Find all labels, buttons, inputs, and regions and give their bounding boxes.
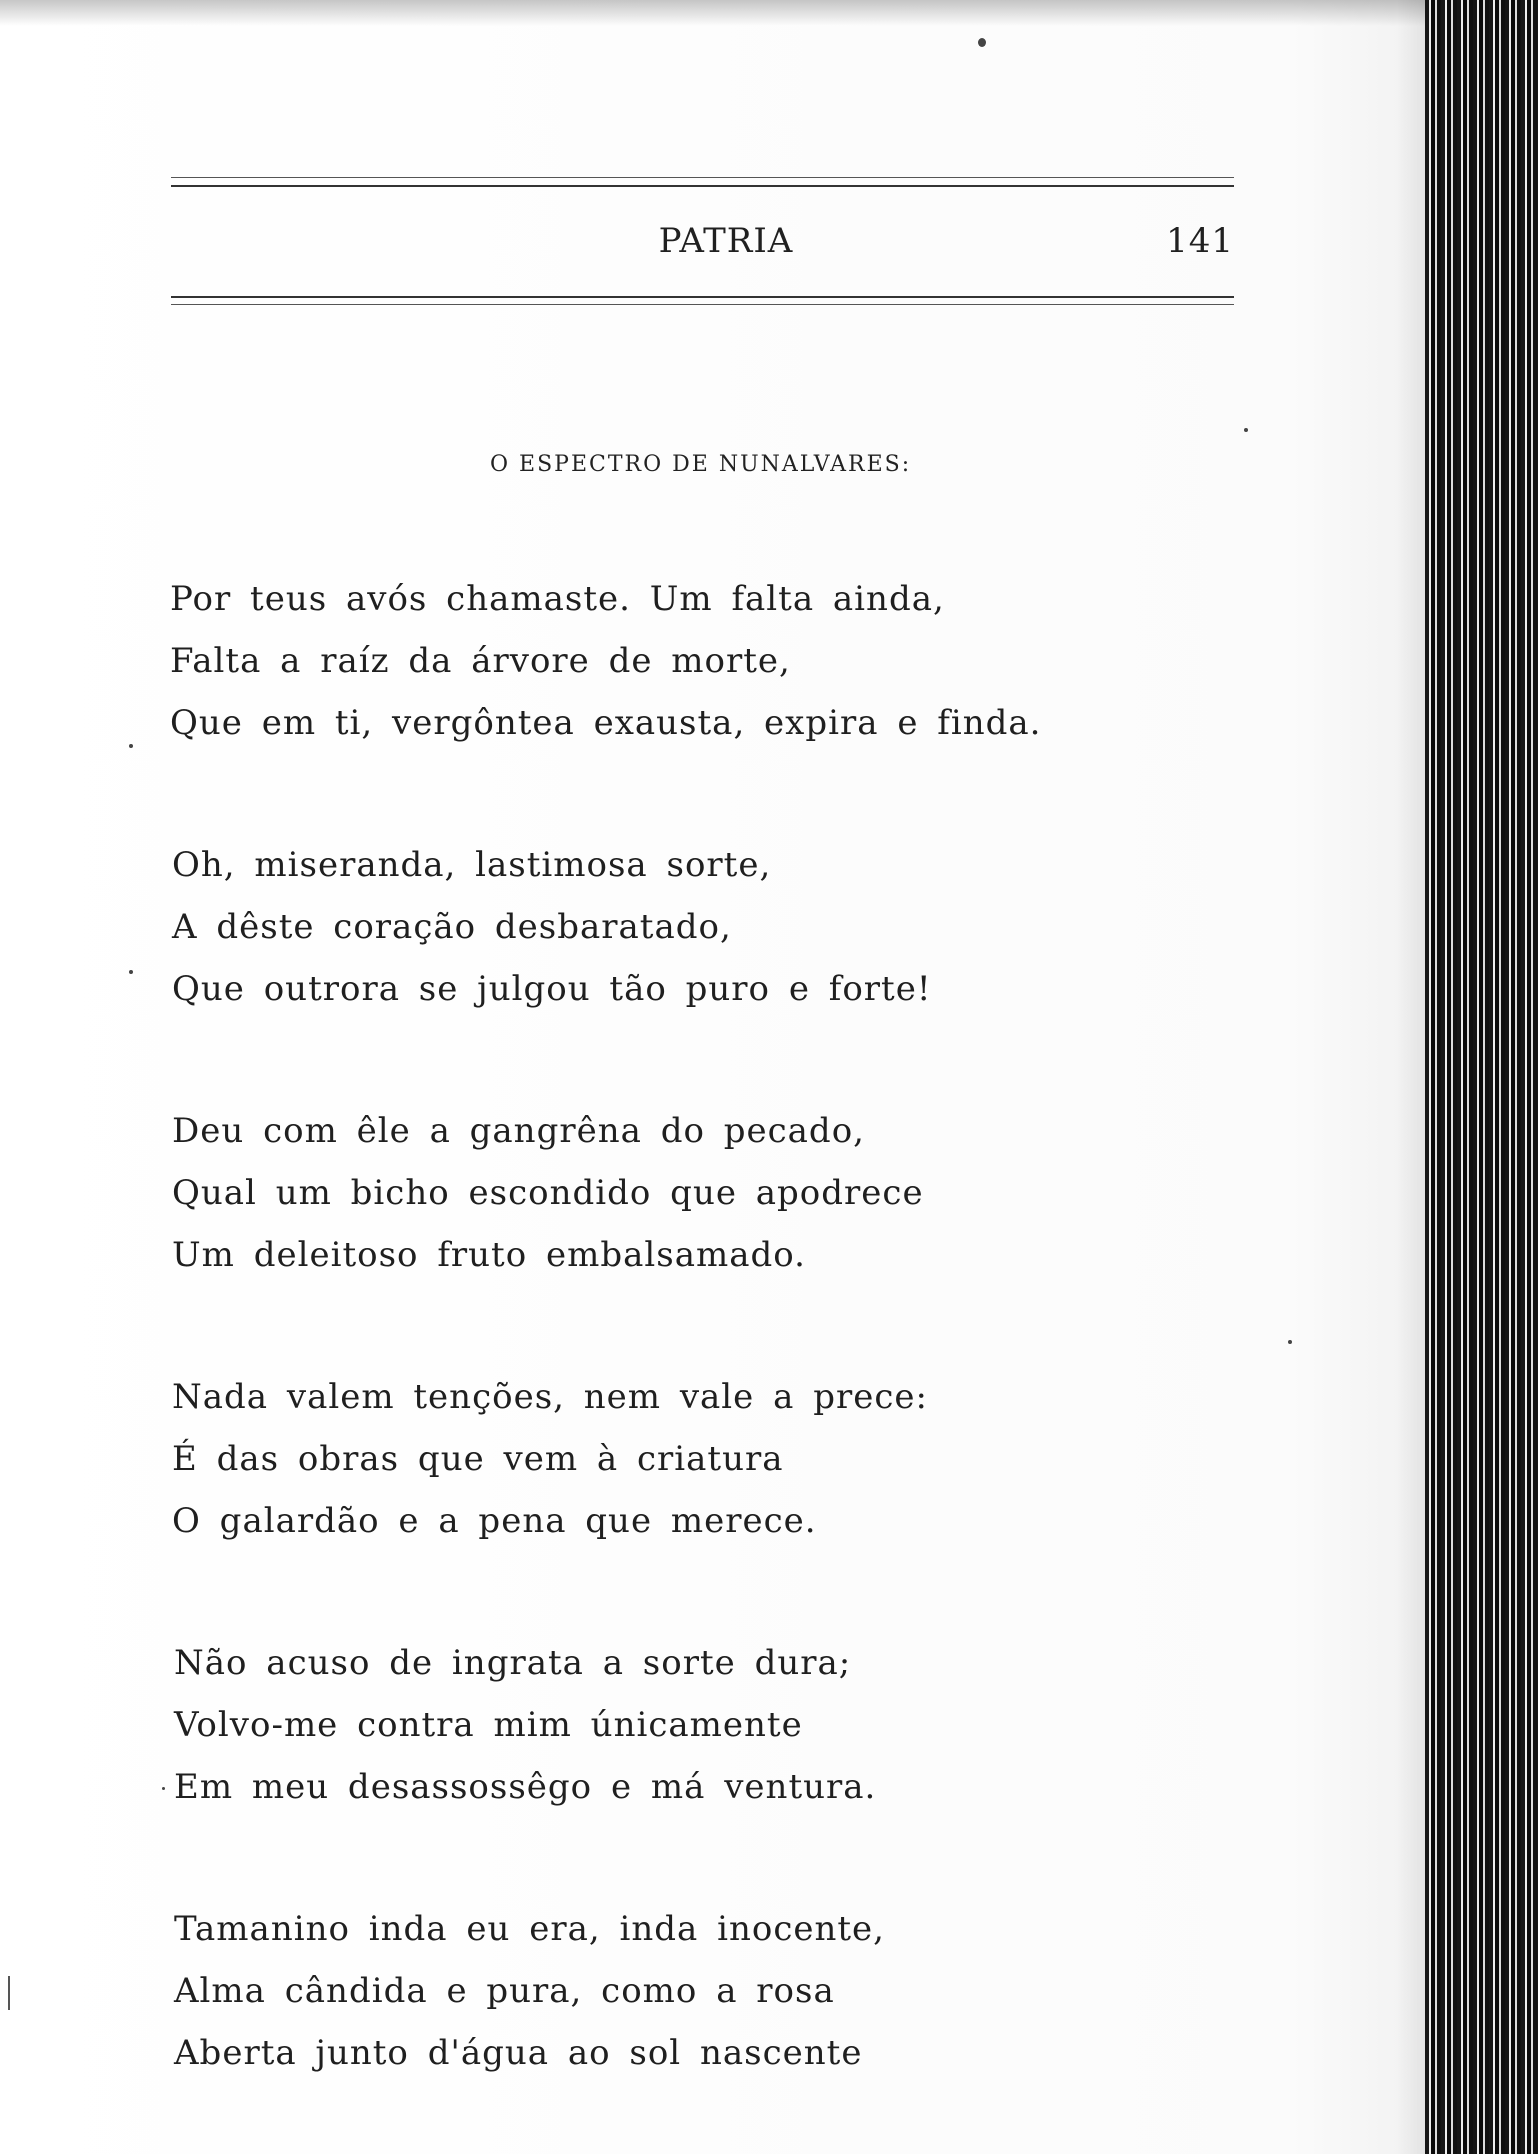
scan-speck xyxy=(129,744,133,748)
scan-speck xyxy=(1244,428,1248,432)
scan-margin-mark xyxy=(8,1976,10,2010)
scan-speck xyxy=(978,38,986,47)
top-rule xyxy=(171,185,1234,187)
poem-line: Não acuso de ingrata a sorte dura; xyxy=(174,1643,852,1683)
bottom-header-rule-thin xyxy=(171,304,1234,305)
poem-line: Oh, miseranda, lastimosa sorte, xyxy=(172,845,772,885)
stanza-4 xyxy=(170,1366,1180,1552)
running-header xyxy=(171,221,1234,261)
poem-line: O galardão e a pena que merece. xyxy=(172,1501,817,1541)
stanza-6 xyxy=(170,1898,1180,2084)
poem-line: Volvo-me contra mim únicamente xyxy=(174,1705,803,1745)
poem-line: A dêste coração desbaratado, xyxy=(172,907,732,947)
scan-speck xyxy=(162,1787,165,1790)
poem-line: Um deleitoso fruto embalsamado. xyxy=(172,1235,806,1275)
poem-line: É das obras que vem à criatura xyxy=(172,1439,784,1479)
poem-line: Aberta junto d'água ao sol nascente xyxy=(174,2033,863,2073)
poem-line: Em meu desassossêgo e má ventura. xyxy=(174,1767,877,1807)
scan-speck xyxy=(129,970,133,974)
poem-line: Qual um bicho escondido que apodrece xyxy=(172,1173,924,1213)
stanza-1 xyxy=(170,568,1180,754)
book-spine-edge xyxy=(1425,0,1538,2154)
poem-line: Alma cândida e pura, como a rosa xyxy=(174,1971,835,2011)
stanza-3 xyxy=(170,1100,1180,1286)
poem-line: Que em ti, vergôntea exausta, expira e finda. xyxy=(170,703,1042,743)
stanza-2 xyxy=(170,834,1180,1020)
scan-speck xyxy=(1288,1340,1292,1344)
poem-line: Por teus avós chamaste. Um falta ainda, xyxy=(170,579,945,619)
poem-line: Falta a raíz da árvore de morte, xyxy=(170,641,791,681)
top-rule-thin xyxy=(171,177,1234,178)
bottom-header-rule xyxy=(171,296,1234,298)
page-number: 141 xyxy=(1166,221,1234,261)
running-title: PATRIA xyxy=(658,221,794,261)
poem-line: Deu com êle a gangrêna do pecado, xyxy=(172,1111,865,1151)
poem-line: Nada valem tenções, nem vale a prece: xyxy=(172,1377,928,1417)
poem-line: Tamanino inda eu era, inda inocente, xyxy=(174,1909,885,1949)
stanza-5 xyxy=(170,1632,1180,1818)
poem-line: Que outrora se julgou tão puro e forte! xyxy=(172,969,932,1009)
scan-top-shadow xyxy=(0,0,1538,26)
poem-body xyxy=(170,568,1180,2084)
poem-heading: O ESPECTRO DE NUNALVARES: xyxy=(490,452,912,477)
